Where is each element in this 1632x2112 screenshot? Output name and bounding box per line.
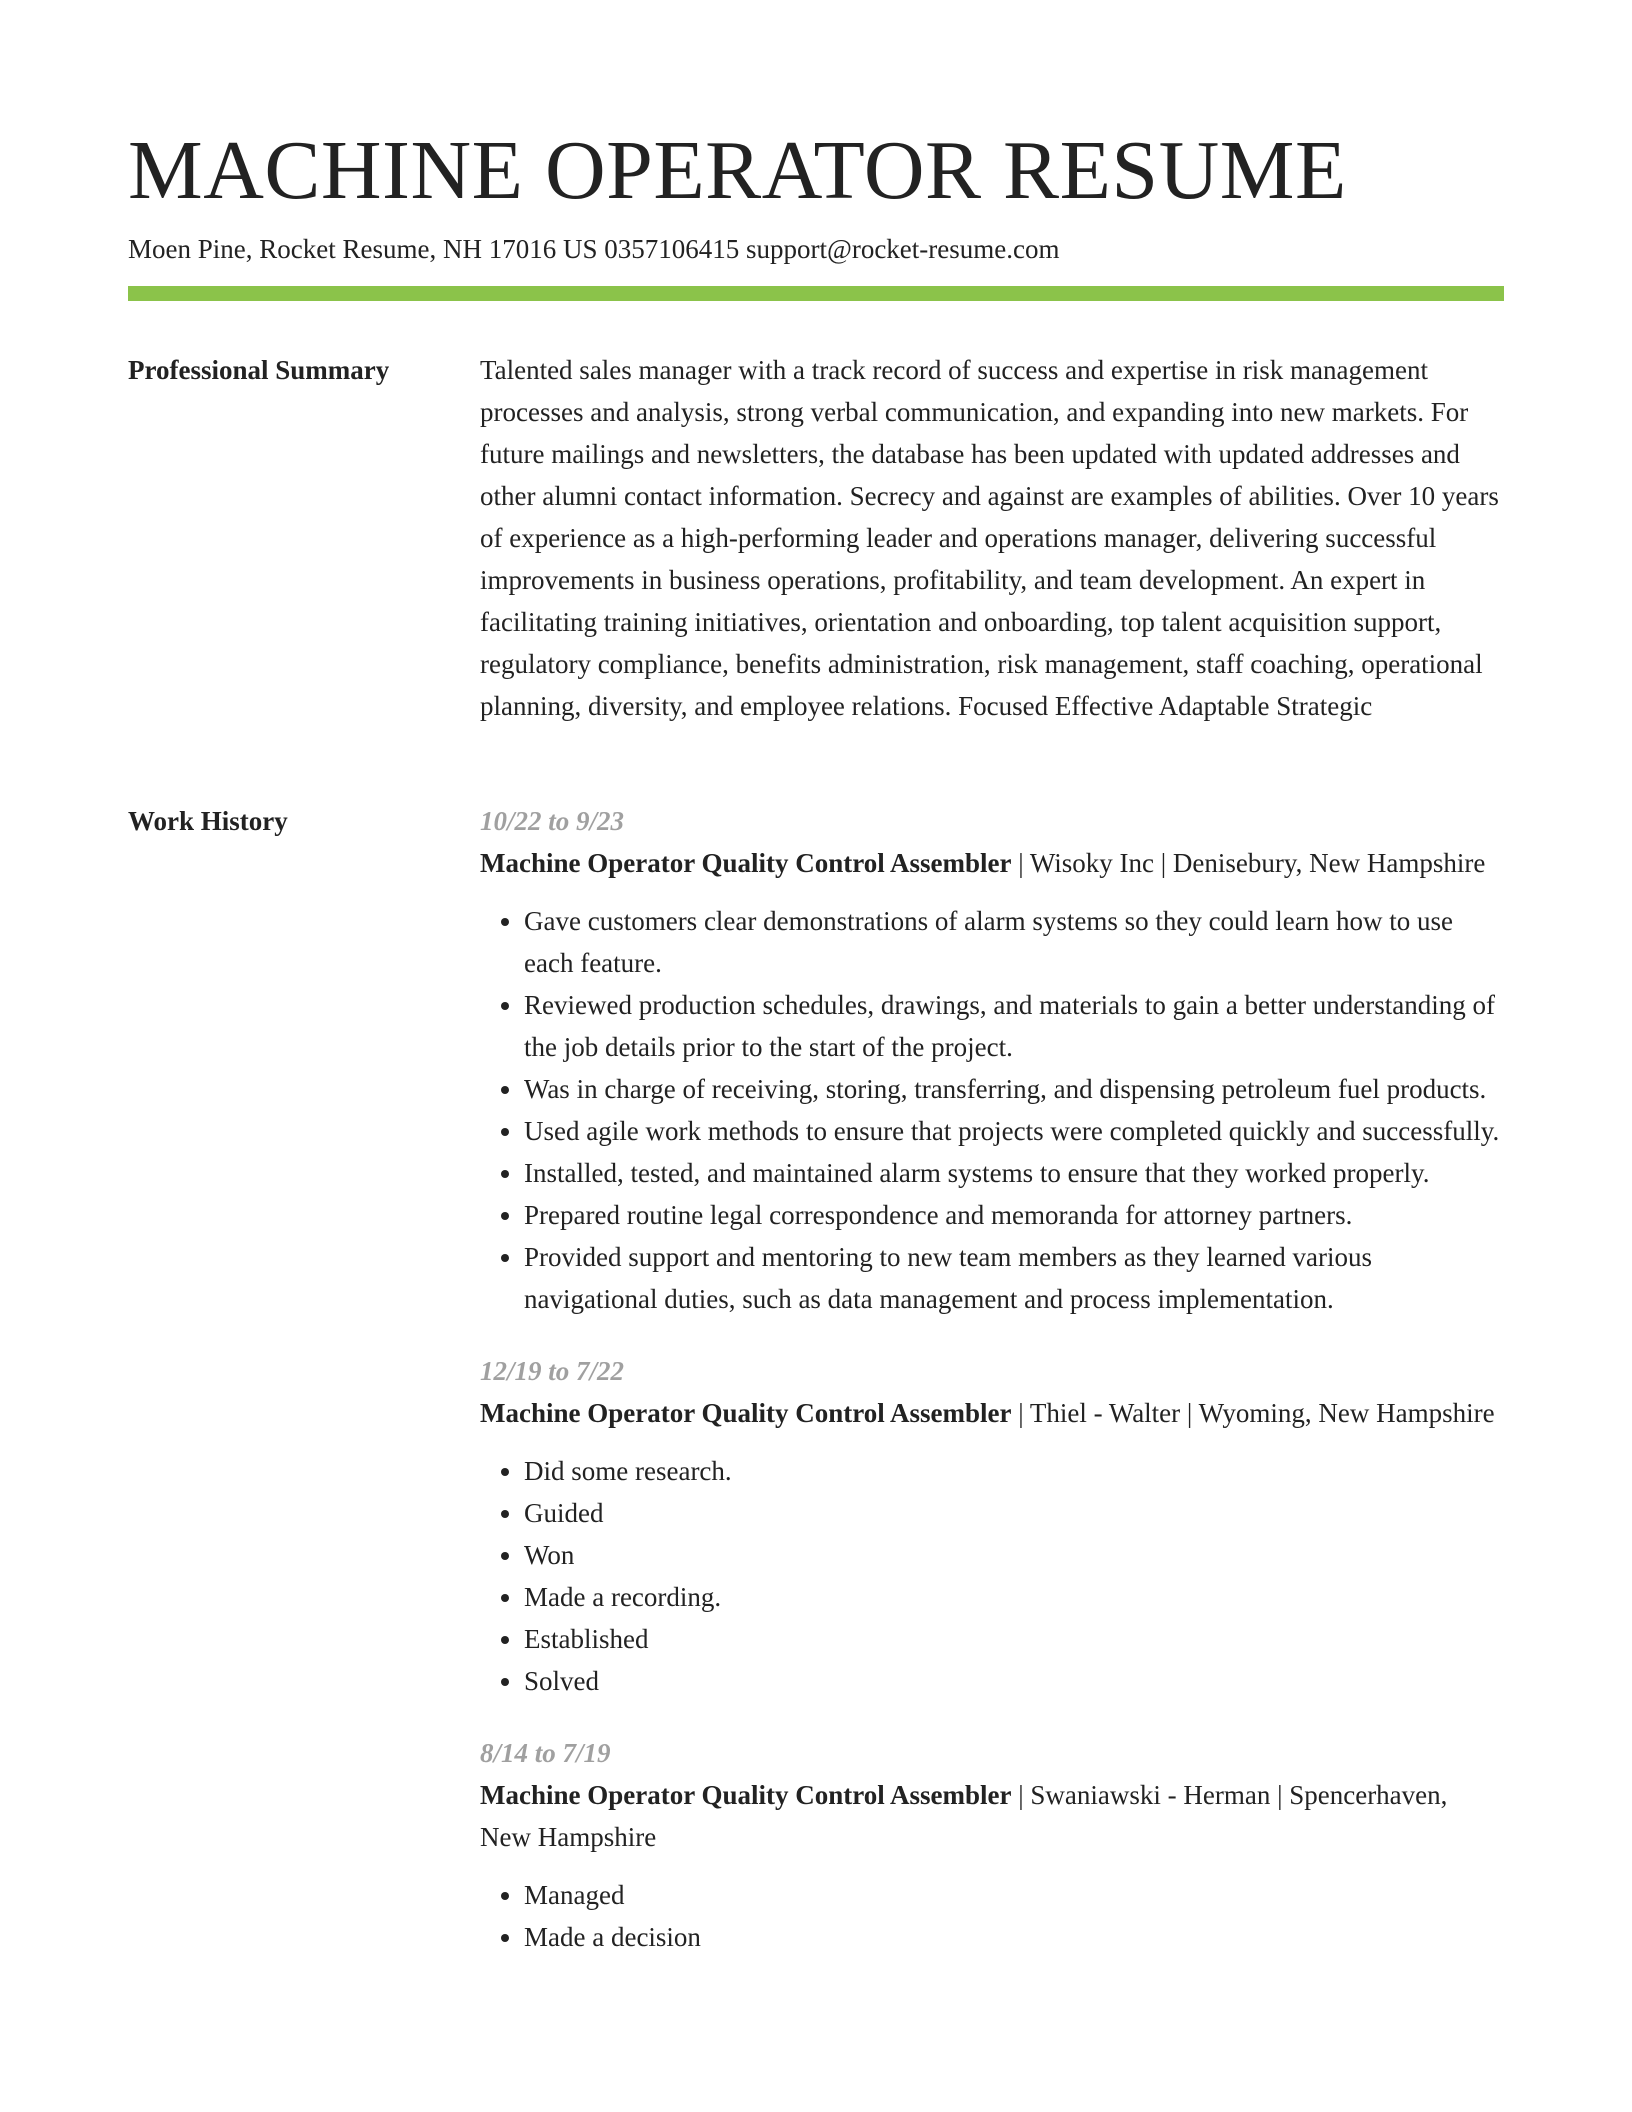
job-title: Machine Operator Quality Control Assembler bbox=[480, 848, 1012, 878]
resume-title: MACHINE OPERATOR RESUME bbox=[128, 124, 1347, 217]
work-history-body bbox=[480, 800, 1504, 1988]
job-heading-line bbox=[480, 1774, 1504, 1858]
job-bullet: • Gave customers clear demonstrations of alarm systems so they could learn how to use each feature. bbox=[524, 900, 1504, 984]
summary-body bbox=[480, 349, 1504, 727]
job-bullet-list bbox=[480, 1874, 1504, 1958]
job-bullet: • Established bbox=[524, 1618, 1504, 1660]
job-bullet: • Used agile work methods to ensure that projects were completed quickly and successfully. bbox=[524, 1110, 1504, 1152]
job-bullet-list bbox=[480, 900, 1504, 1320]
job-details: | Wisoky Inc | Denisebury, New Hampshire bbox=[1011, 848, 1486, 878]
job-heading-line bbox=[480, 1392, 1504, 1434]
job-bullet: • Made a recording. bbox=[524, 1576, 1504, 1618]
job-heading-line bbox=[480, 842, 1504, 884]
job-dates: 10/22 to 9/23 bbox=[480, 806, 625, 836]
job-entry bbox=[480, 1350, 1504, 1702]
job-title: Machine Operator Quality Control Assembler bbox=[480, 1398, 1012, 1428]
job-details: | Swaniawski - Herman | Spencerhaven, New Hampshire bbox=[480, 1780, 1448, 1852]
job-bullet: • Managed bbox=[524, 1874, 1504, 1916]
job-bullet: • Was in charge of receiving, storing, transferring, and dispensing petroleum fuel products. bbox=[524, 1068, 1504, 1110]
job-bullet: • Prepared routine legal correspondence and memoranda for attorney partners. bbox=[524, 1194, 1504, 1236]
job-bullet: • Guided bbox=[524, 1492, 1504, 1534]
contact-line: Moen Pine, Rocket Resume, NH 17016 US 0357106415 support@rocket-resume.com bbox=[128, 234, 1060, 264]
job-entry bbox=[480, 1732, 1504, 1958]
job-bullet: • Did some research. bbox=[524, 1450, 1504, 1492]
job-bullet: • Provided support and mentoring to new team members as they learned various navigational duties, such as data management and process implementation. bbox=[524, 1236, 1504, 1320]
job-bullet: • Made a decision bbox=[524, 1916, 1504, 1958]
job-bullet-list bbox=[480, 1450, 1504, 1702]
work-history-heading: Work History bbox=[128, 806, 288, 836]
job-bullet: • Reviewed production schedules, drawings, and materials to gain a better understanding of the job details prior to the start of the project. bbox=[524, 984, 1504, 1068]
summary-heading: Professional Summary bbox=[128, 355, 390, 385]
job-bullet: • Won bbox=[524, 1534, 1504, 1576]
job-title: Machine Operator Quality Control Assembler bbox=[480, 1780, 1012, 1810]
job-dates: 8/14 to 7/19 bbox=[480, 1738, 611, 1768]
job-bullet: • Solved bbox=[524, 1660, 1504, 1702]
job-bullet: • Installed, tested, and maintained alarm systems to ensure that they worked properly. bbox=[524, 1152, 1504, 1194]
summary-text: Talented sales manager with a track record of success and expertise in risk management processes and analysis, strong verbal communication, and expanding into new markets. For future mailings and newsletters, the database has been updated with updated addresses and other alumni contact information. Secrecy and against are examples of abilities. Over 10 years of experience as a high-performing leader and operations manager, delivering successful improvements in business operations, profitability, and team development. An expert in facilitating training initiatives, orientation and onboarding, top talent acquisition support, regulatory compliance, benefits administration, risk management, staff coaching, operational planning, diversity, and employee relations. Focused Effective Adaptable Strategic bbox=[480, 355, 1499, 721]
job-dates: 12/19 to 7/22 bbox=[480, 1356, 625, 1386]
job-entry bbox=[480, 800, 1504, 1320]
job-details: | Thiel - Walter | Wyoming, New Hampshire bbox=[1011, 1398, 1495, 1428]
accent-divider bbox=[128, 286, 1504, 301]
